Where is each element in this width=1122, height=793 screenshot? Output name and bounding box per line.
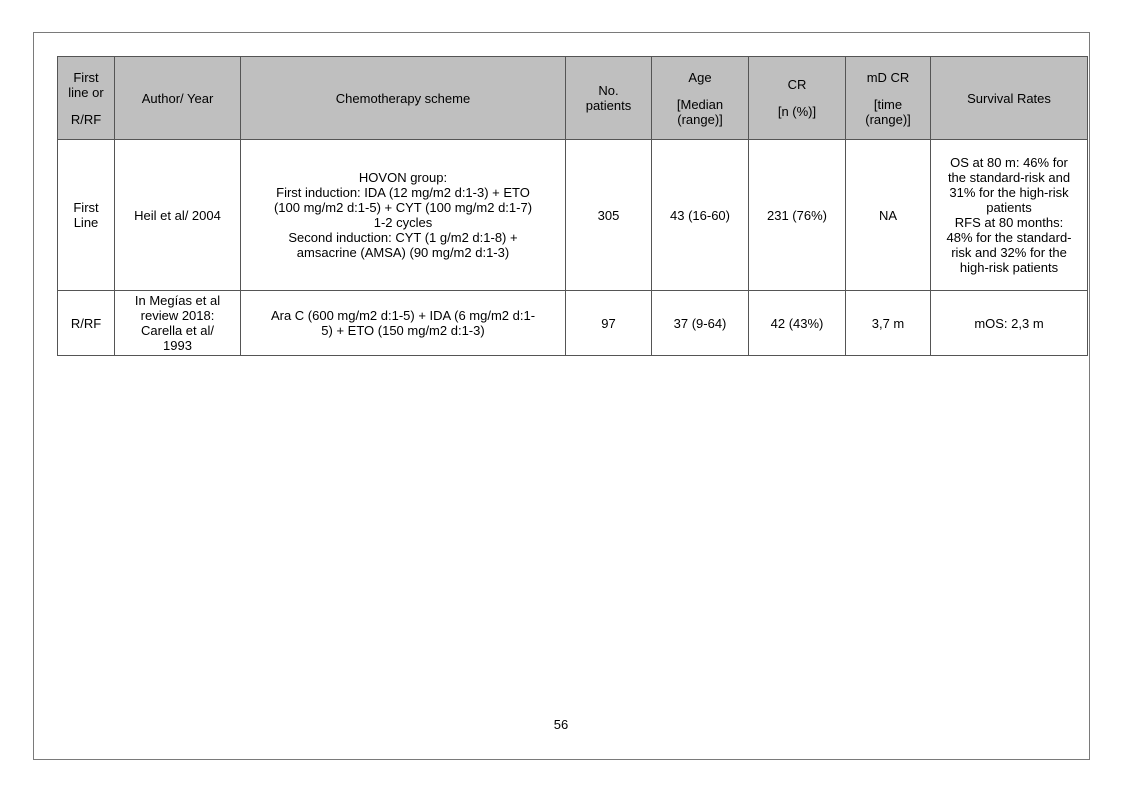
cell-survival: OS at 80 m: 46% for the standard-risk and 31% for the high-risk patients RFS at 80 months: 48% for the standard- risk and 32% for the high-risk patients bbox=[931, 140, 1088, 291]
header-scheme: Chemotherapy scheme bbox=[241, 57, 566, 140]
header-mdcr: mD CR [time (range)] bbox=[846, 57, 931, 140]
cell-mdcr: 3,7 m bbox=[846, 291, 931, 356]
cell-author: Heil et al/ 2004 bbox=[115, 140, 241, 291]
table-row bbox=[58, 291, 1088, 356]
header-survival: Survival Rates bbox=[931, 57, 1088, 140]
cell-author: In Megías et al review 2018: Carella et al/ 1993 bbox=[115, 291, 241, 356]
cell-age: 43 (16-60) bbox=[652, 140, 749, 291]
header-author: Author/ Year bbox=[115, 57, 241, 140]
table-row bbox=[58, 140, 1088, 291]
results-table bbox=[57, 56, 1088, 356]
cell-line: R/RF bbox=[58, 291, 115, 356]
cell-mdcr: NA bbox=[846, 140, 931, 291]
cell-line: First Line bbox=[58, 140, 115, 291]
page-number: 56 bbox=[553, 717, 569, 732]
header-age: Age [Median (range)] bbox=[652, 57, 749, 140]
cell-scheme: Ara C (600 mg/m2 d:1-5) + IDA (6 mg/m2 d:1- 5) + ETO (150 mg/m2 d:1-3) bbox=[241, 291, 566, 356]
header-patients: No. patients bbox=[566, 57, 652, 140]
table-header-row bbox=[58, 57, 1088, 140]
header-cr: CR [n (%)] bbox=[749, 57, 846, 140]
cell-cr: 231 (76%) bbox=[749, 140, 846, 291]
cell-patients: 97 bbox=[566, 291, 652, 356]
cell-patients: 305 bbox=[566, 140, 652, 291]
cell-survival: mOS: 2,3 m bbox=[931, 291, 1088, 356]
cell-scheme: HOVON group: First induction: IDA (12 mg/m2 d:1-3) + ETO (100 mg/m2 d:1-5) + CYT (100 mg/m2 d:1-7) 1-2 cycles Second induction: CYT (1 g/m2 d:1-8) + amsacrine (AMSA) (90 mg/m2 d:1-3) bbox=[241, 140, 566, 291]
cell-cr: 42 (43%) bbox=[749, 291, 846, 356]
header-line: First line or R/RF bbox=[58, 57, 115, 140]
cell-age: 37 (9-64) bbox=[652, 291, 749, 356]
